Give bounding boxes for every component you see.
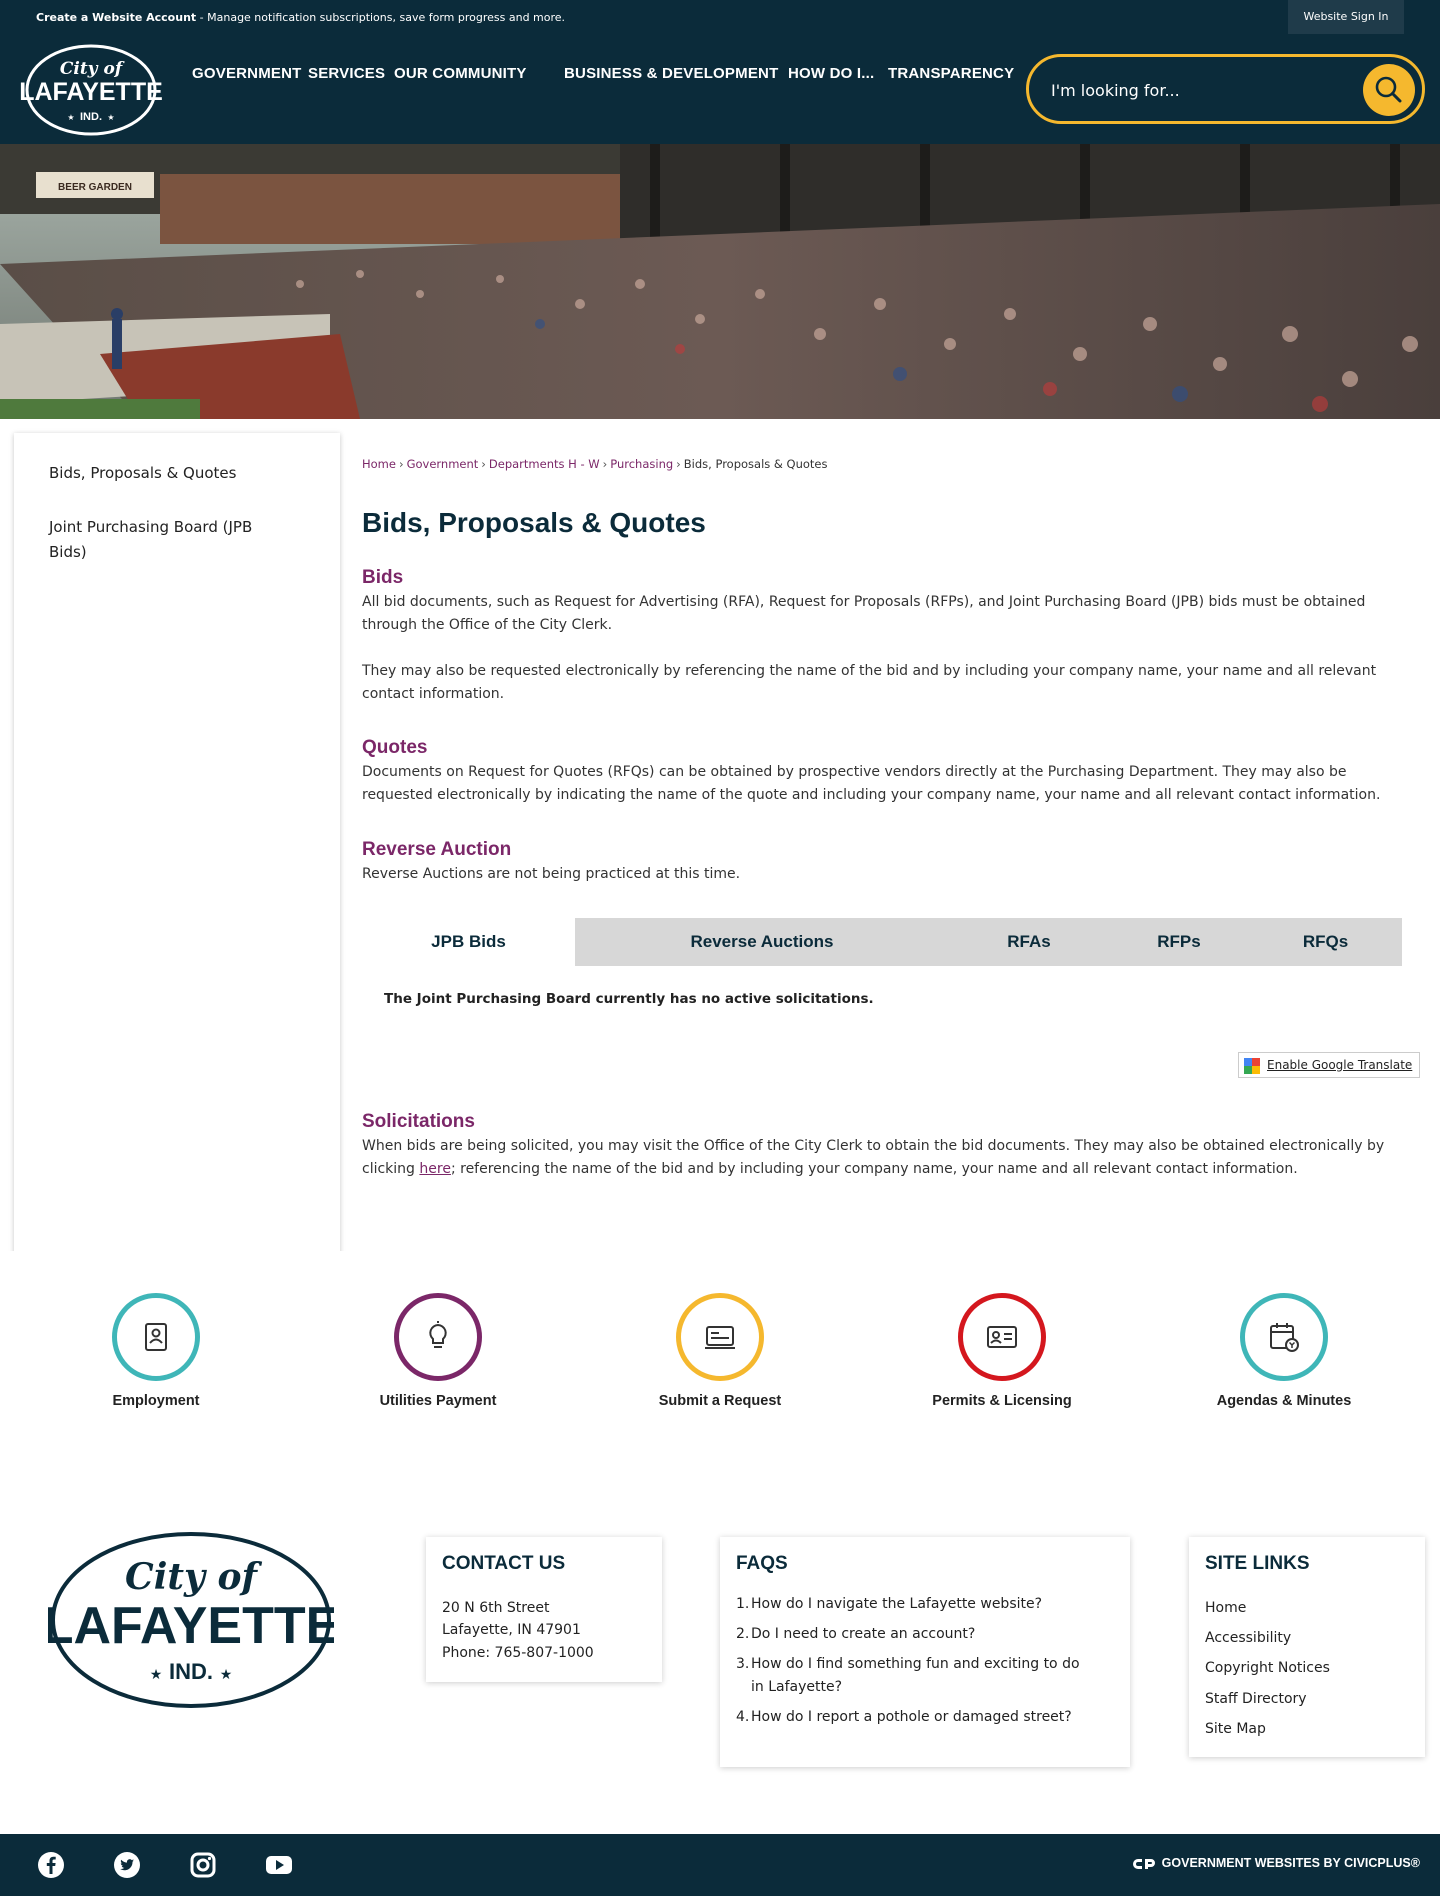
civicplus-credit [1132, 1856, 1420, 1871]
quick-link-agendas-minutes[interactable]: Agendas & Minutes [1184, 1293, 1384, 1409]
nav-our-community[interactable]: OUR COMMUNITY [394, 65, 527, 82]
reverse-auction-heading: Reverse Auction [362, 839, 512, 860]
quick-link-submit-request[interactable]: Submit a Request [620, 1293, 820, 1409]
svg-text:★: ★ [67, 113, 75, 122]
nav-government[interactable]: GOVERNMENT [192, 65, 302, 82]
google-translate-button[interactable] [1238, 1052, 1420, 1078]
tab-rfqs[interactable]: RFQs [1302, 932, 1349, 951]
sidebar-item-jpb-bids[interactable]: Joint Purchasing Board (JPB Bids) [49, 518, 253, 561]
quotes-paragraph: Documents on Request for Quotes (RFQs) can be obtained by prospective vendors directly at the Purchasing Department. They may also be requested electronically by indicating the name of the quote and including your company name, your name and all relevant contact information. [362, 764, 1381, 803]
breadcrumb-purchasing[interactable]: Purchasing [610, 457, 674, 471]
tab-reverse-auctions[interactable]: Reverse Auctions [690, 932, 834, 951]
breadcrumb-government[interactable]: Government [406, 457, 479, 471]
faq-item[interactable]: 3. How do I find something fun and exciting to do in Lafayette? [736, 1656, 1080, 1695]
hero-image [0, 144, 1440, 419]
website-sign-in-button[interactable]: Website Sign In [1288, 0, 1404, 34]
contact-phone: Phone: 765-807-1000 [442, 1645, 594, 1661]
breadcrumb-home[interactable]: Home [362, 457, 396, 471]
svg-text:★: ★ [219, 1667, 233, 1683]
bids-paragraph-2: They may also be requested electronically by referencing the name of the bid and by including your company name, your name and all relevant contact information. [362, 663, 1377, 702]
nav-services[interactable]: SERVICES [308, 65, 386, 82]
quotes-heading: Quotes [362, 737, 428, 758]
bottom-bar [0, 1834, 1440, 1896]
quick-link-employment[interactable]: Employment [56, 1293, 256, 1409]
site-header [0, 34, 1440, 144]
city-logo[interactable] [18, 42, 164, 138]
sidebar [14, 433, 340, 1263]
tab-rfas[interactable]: RFAs [1007, 932, 1051, 951]
svg-text:LAFAYETTE: LAFAYETTE [19, 78, 163, 106]
quick-link-permits-licensing[interactable]: Permits & Licensing [902, 1293, 1102, 1409]
site-footer [0, 1487, 1440, 1834]
faq-item[interactable]: 2. Do I need to create an account? [736, 1626, 976, 1642]
breadcrumb-current: Bids, Proposals & Quotes [683, 457, 828, 471]
quick-links [0, 1251, 1440, 1487]
tab-panel-message: The Joint Purchasing Board currently has no active solicitations. [384, 991, 874, 1007]
site-links-title: SITE LINKS [1205, 1553, 1310, 1574]
instagram-icon[interactable] [188, 1850, 218, 1880]
page-title: Bids, Proposals & Quotes [362, 507, 706, 538]
tab-jpb-bids[interactable]: JPB Bids [431, 932, 506, 951]
faqs-card [720, 1537, 1130, 1767]
site-links-card [1189, 1537, 1425, 1757]
facebook-icon[interactable] [36, 1850, 66, 1880]
youtube-icon[interactable] [264, 1850, 294, 1880]
create-account-link[interactable]: Create a Website Account [36, 11, 197, 24]
site-link-home[interactable]: Home [1205, 1600, 1247, 1616]
svg-text:City of: City of [59, 59, 123, 79]
solicitations-heading: Solicitations [362, 1111, 475, 1132]
civicplus-logo-icon [1132, 1857, 1156, 1871]
twitter-icon[interactable] [112, 1850, 142, 1880]
hero-banner [0, 144, 1440, 419]
site-link-copyright[interactable]: Copyright Notices [1205, 1660, 1330, 1676]
nav-how-do-i[interactable]: HOW DO I... [788, 65, 875, 82]
lightbulb-icon [394, 1293, 482, 1381]
tab-rfps[interactable]: RFPs [1157, 932, 1201, 951]
account-message: Create a Website Account - Manage notification subscriptions, save form progress and more. [36, 11, 566, 24]
solicitation-tabs [362, 918, 1402, 966]
site-link-site-map[interactable]: Site Map [1205, 1721, 1266, 1737]
main-content [0, 419, 1440, 1251]
breadcrumb-departments[interactable]: Departments H - W [488, 457, 600, 471]
svg-text:★: ★ [149, 1667, 163, 1683]
contact-street: 20 N 6th Street [442, 1600, 550, 1616]
document-person-icon [112, 1293, 200, 1381]
contact-city: Lafayette, IN 47901 [442, 1622, 581, 1638]
civicplus-link[interactable]: GOVERNMENT WEBSITES BY CIVICPLUS® [1161, 1856, 1420, 1870]
svg-text:LAFAYETTE: LAFAYETTE [48, 1597, 334, 1655]
solicitations-here-link[interactable]: here [419, 1161, 451, 1177]
breadcrumb: Home › Government › Departments H - W › Purchasing › Bids, Proposals & Quotes [362, 457, 828, 471]
search-icon [1363, 64, 1415, 116]
faqs-title: FAQS [736, 1553, 788, 1574]
contact-card [426, 1537, 662, 1682]
bids-heading: Bids [362, 567, 404, 588]
svg-text:★: ★ [107, 113, 115, 122]
site-link-staff-directory[interactable]: Staff Directory [1205, 1691, 1307, 1707]
site-link-accessibility[interactable]: Accessibility [1205, 1630, 1292, 1646]
faq-item[interactable]: 1. How do I navigate the Lafayette website? [736, 1596, 1043, 1612]
svg-text:BEER GARDEN: BEER GARDEN [58, 182, 132, 193]
faq-item[interactable]: 4. How do I report a pothole or damaged street? [736, 1709, 1072, 1725]
reverse-auction-paragraph: Reverse Auctions are not being practiced at this time. [362, 866, 741, 882]
google-translate-icon [1244, 1058, 1260, 1074]
footer-city-logo[interactable] [48, 1527, 334, 1713]
svg-text:IND.: IND. [80, 111, 102, 123]
search-box [1026, 54, 1425, 124]
nav-transparency[interactable]: TRANSPARENCY [888, 65, 1015, 82]
sidebar-item-bids-proposals-quotes[interactable]: Bids, Proposals & Quotes [49, 464, 237, 482]
form-icon [676, 1293, 764, 1381]
search-input[interactable] [1051, 75, 1351, 105]
calendar-icon [1240, 1293, 1328, 1381]
svg-text:City of: City of [125, 1556, 257, 1598]
svg-text:IND.: IND. [169, 1659, 213, 1684]
id-card-icon [958, 1293, 1046, 1381]
search-button[interactable] [1363, 64, 1415, 116]
nav-business-development[interactable]: BUSINESS & DEVELOPMENT [564, 65, 779, 82]
quick-link-utilities-payment[interactable]: Utilities Payment [338, 1293, 538, 1409]
top-bar [0, 0, 1440, 34]
bids-paragraph-1: All bid documents, such as Request for Advertising (RFA), Request for Proposals (RFPs), and Joint Purchasing Board (JPB) bids must be obtained through the Office of the City Clerk. [362, 594, 1366, 633]
solicitations-paragraph: When bids are being solicited, you may visit the Office of the City Clerk to obtain the bid documents. They may also be obtained electronically by clicking here; referencing the name of the bid and by including your company name, your name and all relevant contact information. [362, 1138, 1385, 1177]
contact-title: CONTACT US [442, 1553, 566, 1574]
google-translate-label: Enable Google Translate [1267, 1058, 1413, 1072]
